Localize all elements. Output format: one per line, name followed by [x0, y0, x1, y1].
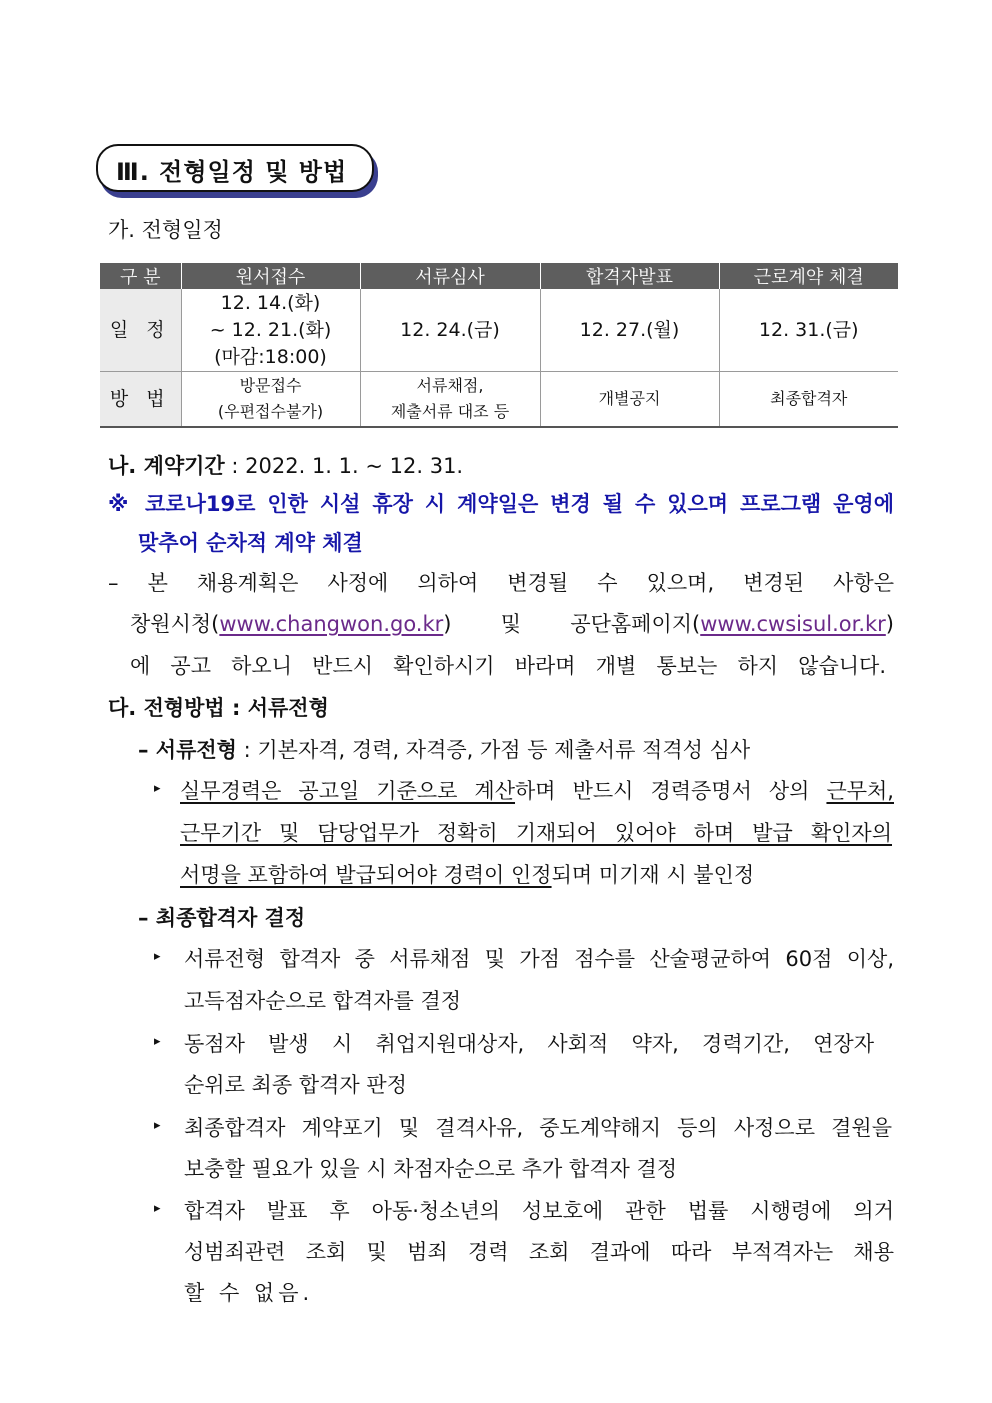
table-cell: 12. 27.(월): [540, 289, 719, 372]
text-span: 되며 미기재 시 불인정: [551, 863, 755, 887]
text-span: ) 및 공단홈페이지(: [443, 612, 701, 636]
cell-line: (마감:18:00): [214, 345, 327, 368]
table-row: [100, 372, 898, 428]
table-header: 근로계약 체결: [719, 263, 898, 289]
bullet-line: [180, 775, 894, 805]
bullet-line: 보충할 필요가 있을 시 차점자순으로 추가 합격자 결정: [184, 1157, 678, 1181]
table-cell: 12. 24.(금): [360, 289, 540, 372]
bullet-icon: ▸: [154, 1201, 161, 1216]
text-span: 하며 반드시 경력증명서 상의: [515, 779, 827, 803]
bullet-line: 성범죄관련 조회 및 범죄 경력 조회 결과에 따라 부적격자는 채용: [184, 1240, 894, 1264]
paragraph-line: 에 공고 하오니 반드시 확인하시기 바라며 개별 통보는 하지 않습니다.: [130, 654, 886, 678]
bullet-line: 고득점자순으로 합격자를 결정: [184, 989, 462, 1013]
bullet-line: 서류전형 합격자 중 서류채점 및 가점 점수를 산술평균하여 60점 이상,: [184, 947, 894, 971]
table-cell: 개별공지: [540, 372, 719, 428]
cwsisul-link[interactable]: www.cwsisul.or.kr: [700, 612, 886, 636]
schedule-table: [100, 263, 898, 428]
underlined-text: 서명을 포함하여 발급되어야 경력이 인정: [180, 863, 552, 887]
contract-period-value: : 2022. 1. 1. ~ 12. 31.: [224, 454, 464, 478]
subheading-method: 다. 전형방법 : 서류전형: [108, 696, 329, 720]
table-cell: [181, 289, 360, 372]
bullet-line: 순위로 최종 합격자 판정: [184, 1073, 407, 1097]
subheading-schedule: 가. 전형일정: [108, 218, 223, 242]
table-cell: 최종합격자: [719, 372, 898, 428]
final-decision-label: – 최종합격자 결정: [138, 906, 306, 930]
row-label: 방 법: [100, 372, 181, 428]
table-cell: [360, 372, 540, 428]
bullet-icon: ▸: [154, 1034, 161, 1049]
bullet-line: 동점자 발생 시 취업지원대상자, 사회적 약자, 경력기간, 연장자: [184, 1032, 874, 1056]
table-header: 원서접수: [181, 263, 360, 289]
bullet-icon: ▸: [154, 1118, 161, 1133]
row-label: 일 정: [100, 289, 181, 372]
table-header: 서류심사: [360, 263, 540, 289]
document-review-value: : 기본자격, 경력, 자격증, 가점 등 제출서류 적격성 심사: [236, 738, 751, 762]
cell-line: (우편접수불가): [217, 402, 324, 421]
text-span: 창원시청(: [130, 612, 220, 636]
cell-line: 방문접수: [239, 376, 302, 395]
cell-line: 제출서류 대조 등: [390, 402, 510, 421]
bullet-icon: ▸: [154, 781, 161, 796]
table-header: 구 분: [100, 263, 181, 289]
notice-line: ※ 코로나19로 인한 시설 휴장 시 계약일은 변경 될 수 있으며 프로그램 운영에: [108, 492, 894, 516]
bullet-line: 합격자 발표 후 아동·청소년의 성보호에 관한 법률 시행령에 의거: [184, 1199, 894, 1223]
bullet-line: 최종합격자 계약포기 및 결격사유, 중도계약해지 등의 사정으로 결원을: [184, 1116, 892, 1140]
underlined-text: 실무경력은 공고일 기준으로 계산: [180, 779, 516, 803]
table-row: [100, 289, 898, 372]
section-title-box: [96, 144, 374, 192]
bullet-line: [180, 859, 754, 889]
bullet-line: 할 수 없음.: [184, 1281, 314, 1305]
document-review-line: [138, 734, 750, 764]
bullet-line: 근무기간 및 담당업무가 정확히 기재되어 있어야 하며 발급 확인자의: [180, 821, 892, 845]
text-span: ): [885, 612, 894, 636]
table-cell: 12. 31.(금): [719, 289, 898, 372]
paragraph-line: – 본 채용계획은 사정에 의하여 변경될 수 있으며, 변경된 사항은: [108, 571, 894, 595]
paragraph-line: [130, 608, 894, 638]
notice-line: 맞추어 순차적 계약 체결: [138, 531, 363, 555]
underlined-text: 근무처,: [826, 779, 894, 803]
cell-line: 서류채점,: [416, 376, 484, 395]
section-title: Ⅲ. 전형일정 및 방법: [116, 158, 348, 186]
contract-period-label: 나. 계약기간: [108, 454, 225, 478]
cell-line: 12. 14.(화): [220, 291, 321, 314]
document-review-label: – 서류전형: [138, 738, 237, 762]
table-header: 합격자발표: [540, 263, 719, 289]
contract-period: [108, 450, 463, 480]
cell-line: ~ 12. 21.(화): [209, 318, 332, 341]
table-cell: [181, 372, 360, 428]
bullet-icon: ▸: [154, 949, 161, 964]
table-header-row: [100, 263, 898, 289]
changwon-link[interactable]: www.changwon.go.kr: [219, 612, 444, 636]
